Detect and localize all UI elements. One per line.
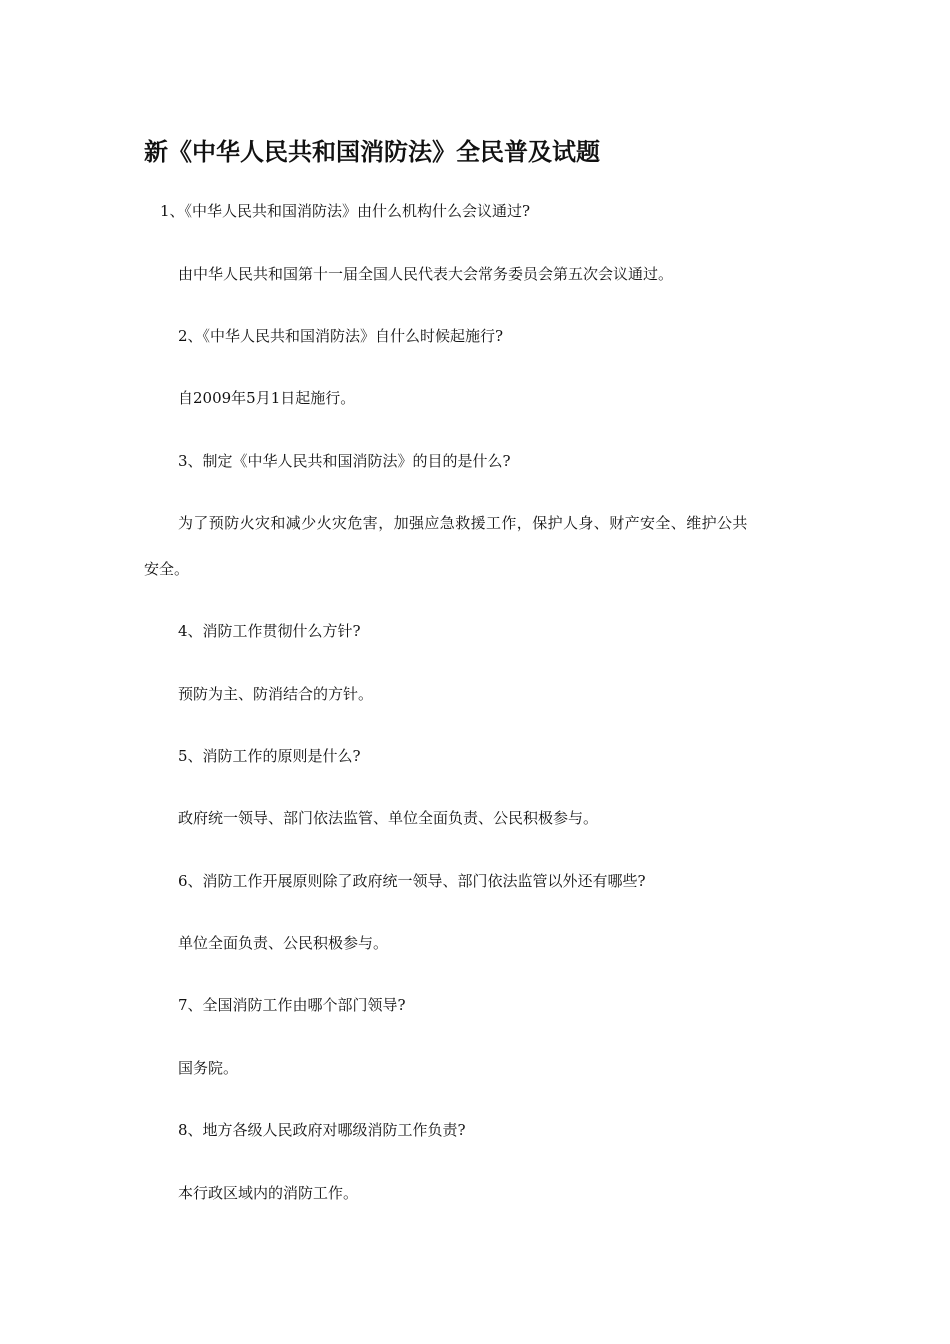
answer-4: 预防为主、防消结合的方针。 [178, 685, 374, 703]
question-7: 7、全国消防工作由哪个部门领导? [178, 996, 406, 1014]
document-title: 新《中华人民共和国消防法》全民普及试题 [144, 138, 600, 166]
answer-5: 政府统一领导、部门依法监管、单位全面负责、公民积极参与。 [178, 809, 599, 827]
question-4: 4、消防工作贯彻什么方针? [178, 622, 361, 640]
question-3: 3、制定《中华人民共和国消防法》的目的是什么? [178, 452, 511, 470]
answer-2: 自2009年5月1日起施行。 [178, 389, 356, 407]
answer-7: 国务院。 [178, 1059, 239, 1077]
answer-8: 本行政区域内的消防工作。 [178, 1184, 359, 1202]
question-2: 2、《中华人民共和国消防法》自什么时候起施行? [178, 327, 504, 345]
question-1: 1、《中华人民共和国消防法》由什么机构什么会议通过? [160, 202, 531, 220]
question-6: 6、消防工作开展原则除了政府统一领导、部门依法监管以外还有哪些? [178, 872, 646, 890]
answer-6: 单位全面负责、公民积极参与。 [178, 934, 389, 952]
answer-3-line-1: 为了预防火灾和减少火灾危害，加强应急救援工作，保护人身、财产安全、维护公共 [178, 514, 748, 532]
answer-1: 由中华人民共和国第十一届全国人民代表大会常务委员会第五次会议通过。 [178, 265, 674, 283]
answer-3-line-2: 安全。 [144, 560, 190, 578]
question-5: 5、消防工作的原则是什么? [178, 747, 361, 765]
question-8: 8、地方各级人民政府对哪级消防工作负责? [178, 1121, 466, 1139]
